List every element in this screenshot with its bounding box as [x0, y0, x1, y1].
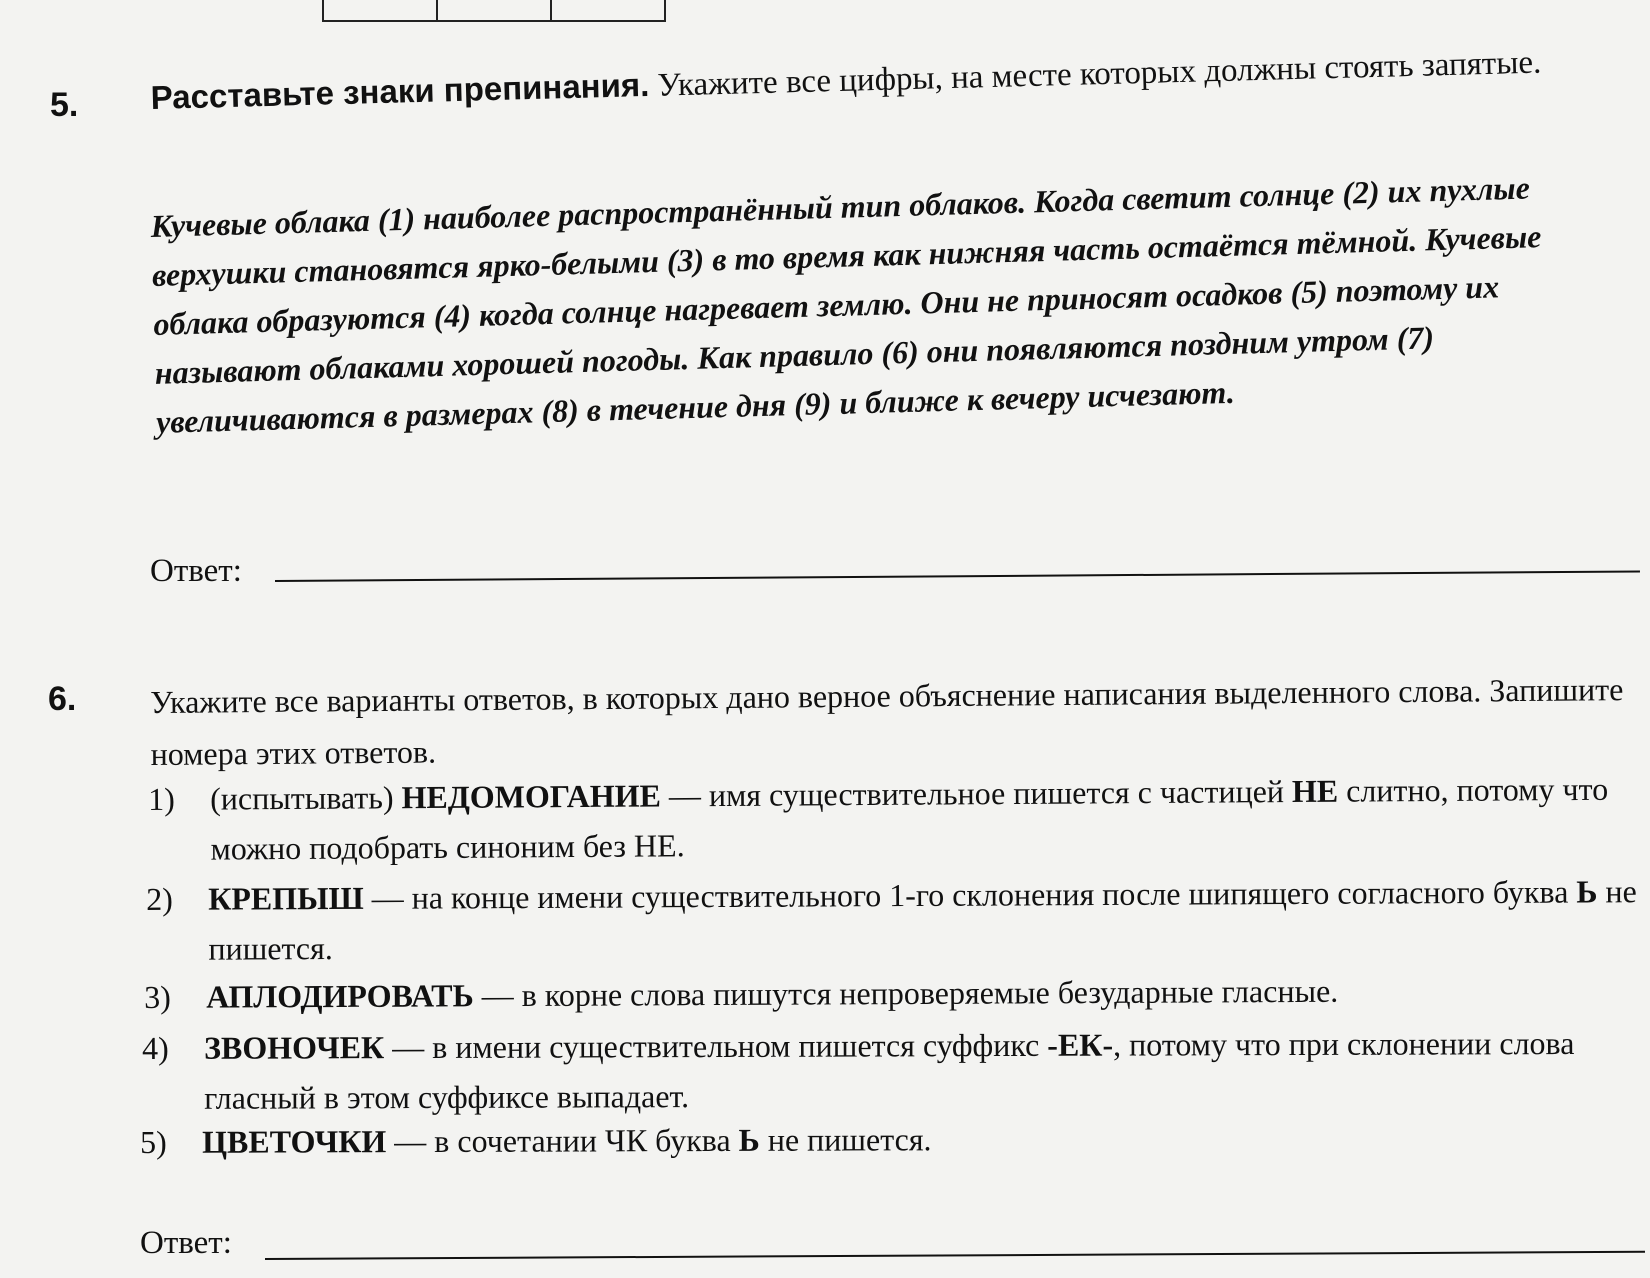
option-word: АПЛОДИРОВАТЬ [206, 977, 474, 1015]
answer-line[interactable] [275, 570, 1640, 582]
option-text [202, 1112, 1640, 1167]
answer-option [146, 866, 1647, 974]
option-bold-part: Ь [738, 1121, 760, 1158]
option-word: КРЕПЫШ [208, 879, 364, 917]
option-word: ЦВЕТОЧКИ [202, 1123, 387, 1160]
option-number: 3) [144, 978, 171, 1015]
option-number: 1) [148, 780, 175, 817]
answer-option [144, 964, 1644, 1022]
option-explanation-end: не пишется. [208, 873, 1637, 967]
answer-label: Ответ: [140, 1225, 232, 1261]
answer-option [140, 1112, 1640, 1167]
option-explanation-end: не пишется. [759, 1121, 932, 1158]
task-instruction [150, 33, 1641, 125]
option-text [210, 764, 1649, 874]
answer-option [142, 1018, 1642, 1123]
option-bold-part: НЕ [1291, 772, 1339, 810]
option-prefix: (испытывать) [210, 779, 402, 817]
answer-option [148, 764, 1649, 874]
option-number: 5) [140, 1123, 167, 1160]
answer-label: Ответ: [150, 553, 242, 589]
option-explanation: — на конце имени существительного 1-го склонения после шипящего согласного буква [363, 873, 1577, 916]
option-text [208, 866, 1647, 974]
option-word: ЗВОНОЧЕК [204, 1029, 385, 1066]
option-number: 2) [146, 880, 173, 917]
option-explanation: — в корне слова пишутся непроверяемые безударные гласные. [473, 972, 1339, 1014]
option-text [206, 964, 1644, 1022]
answer-line[interactable] [265, 1251, 1645, 1260]
option-explanation: — имя существительное пишется с частицей [660, 773, 1293, 814]
task-5 [0, 0, 1650, 620]
option-explanation-end: , потому что при склонении слова гласный в этом суффиксе выпадает. [204, 1025, 1575, 1116]
option-text [204, 1018, 1642, 1123]
task-number: 6. [48, 680, 77, 718]
option-word: НЕДОМОГАНИЕ [401, 777, 662, 816]
option-number: 4) [142, 1029, 169, 1066]
task-instruction: Укажите все варианты ответов, в которых дано верное объяснение написания выделенного слова. Запишите номера этих ответов. [150, 671, 1624, 772]
task-text: Кучевые облака (1) наиболее распространённый тип облаков. Когда светит солнце (2) их пухлые верхушки становятся ярко-белыми (3) в то время как нижняя часть остаётся тёмной. Кучевые облака образуются (4) когда солнце нагревает землю. Они не приносят осадков (5) поэтому их называют облаками хорошей погоды. Как правило (6) они появляются поздним утром (7) увеличиваются в размерах (8) в течение дня (9) и ближе к вечеру исчезают. [150, 169, 1542, 440]
option-explanation-end: слитно, потому что можно подобрать синоним без НЕ. [210, 770, 1609, 867]
instruction-bold: Расставьте знаки препинания. [150, 65, 650, 116]
instruction-rest: Укажите все цифры, на месте которых должны стоять запятые. [648, 44, 1542, 104]
task-number: 5. [50, 86, 79, 124]
option-explanation: — в сочетании ЧК буква [386, 1121, 739, 1160]
option-bold-part: Ь [1576, 873, 1598, 910]
option-explanation: — в имени существительном пишется суффикс [384, 1026, 1048, 1066]
option-bold-part: -ЕК- [1047, 1026, 1114, 1063]
